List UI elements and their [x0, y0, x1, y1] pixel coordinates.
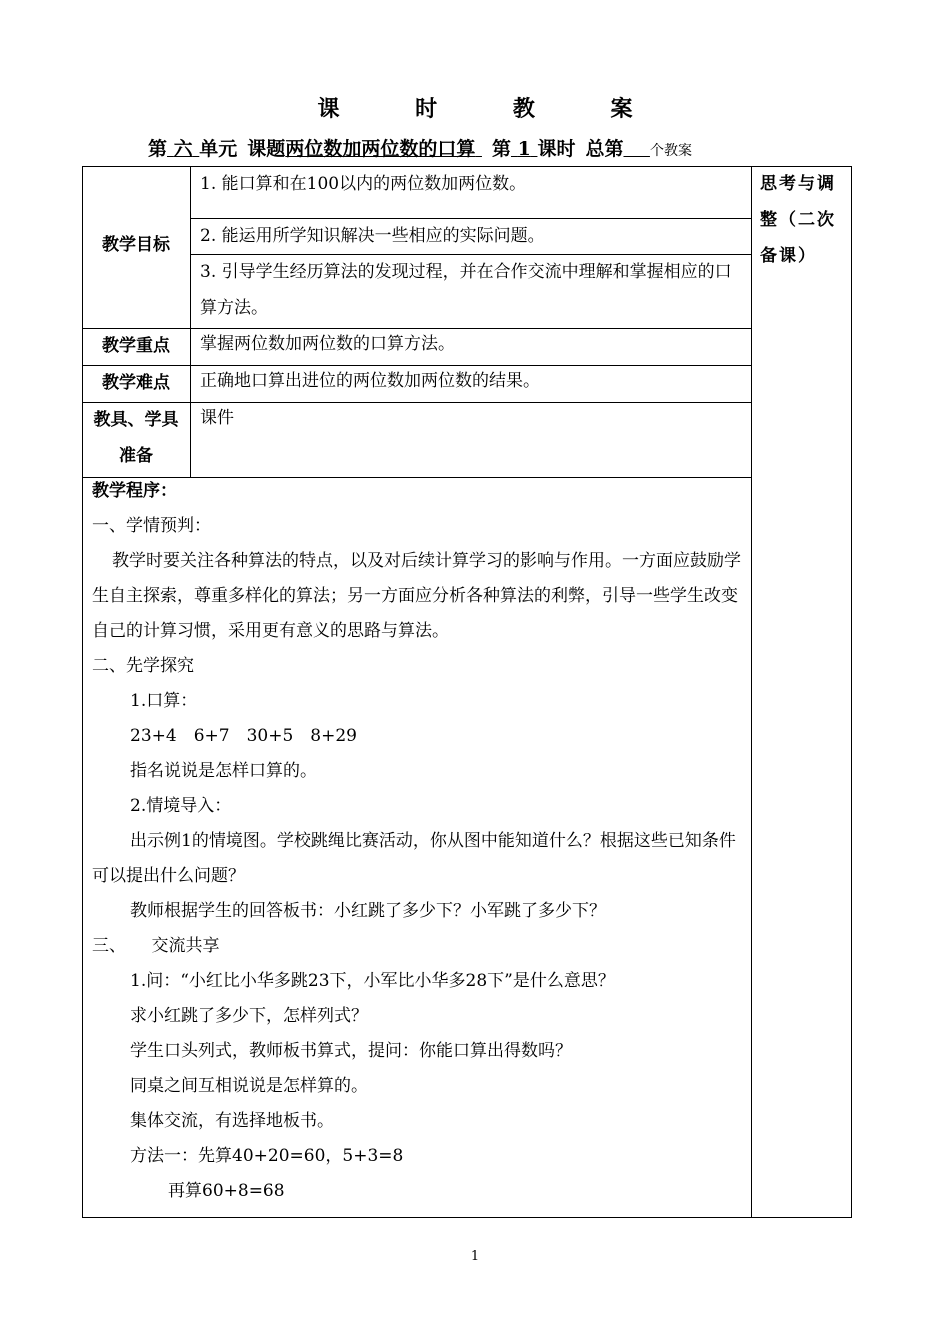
- procedure-line: 出示例1的情境图。学校跳绳比赛活动，你从图中能知道什么？根据这些已知条件可以提出什么问题？: [92, 831, 736, 886]
- topic-label: 课题: [247, 138, 286, 160]
- difficulty-text: 正确地口算出进位的两位数加两位数的结果。: [200, 371, 540, 391]
- procedure-line: 方法一：先算40+20=60，5+3=8: [130, 1146, 404, 1166]
- lesson-number: 1: [517, 138, 531, 160]
- tools-label-line1: 教具、学具: [93, 410, 179, 430]
- procedure-line: 二、先学探究: [92, 656, 194, 676]
- procedure-line: 23+4 6+7 30+5 8+29: [130, 726, 357, 746]
- total-blank: [623, 138, 649, 160]
- side-note: 思考与调整（二次备课）: [760, 174, 836, 266]
- unit-number: 六: [173, 138, 193, 160]
- total-suffix: 个教案: [649, 143, 692, 159]
- tools-label-line2: 准备: [119, 446, 153, 466]
- procedure-line: 教师根据学生的回答板书：小红跳了多少下？小军跳了多少下？: [130, 901, 606, 921]
- procedure-heading: 教学程序：: [92, 481, 177, 501]
- procedure-line: 2.情境导入：: [130, 796, 232, 816]
- procedure-line: 求小红跳了多少下，怎样列式？: [130, 1006, 368, 1026]
- goals-label: 教学目标: [102, 235, 170, 255]
- label-column-divider: [190, 166, 191, 477]
- total-prefix: 总第: [585, 138, 624, 160]
- procedure-line: 再算60+8=68: [168, 1181, 285, 1201]
- key-point-label: 教学重点: [102, 336, 170, 356]
- goal-2: 2. 能运用所学知识解决一些相应的实际问题。: [200, 226, 545, 246]
- goal-1: 1. 能口算和在100以内的两位数加两位数。: [200, 174, 527, 194]
- lesson-header: [148, 134, 692, 161]
- page-number: 1: [470, 1249, 480, 1264]
- procedure-line: 同桌之间互相说说是怎样算的。: [130, 1076, 368, 1096]
- side-column-divider: [751, 166, 752, 1218]
- procedure-line: 1.问：“小红比小华多跳23下，小军比小华多28下”是什么意思？: [130, 971, 615, 991]
- goal-3: 3. 引导学生经历算法的发现过程，并在合作交流中理解和掌握相应的口算方法。: [200, 262, 732, 318]
- lesson-suffix: 课时: [537, 138, 576, 160]
- procedure-line: 指名说说是怎样口算的。: [130, 761, 317, 781]
- procedure-line: 一、学情预判：: [92, 516, 211, 536]
- tools-text: 课件: [200, 408, 234, 428]
- procedure-line: 三、 交流共享: [92, 936, 220, 956]
- procedure-line: 1.口算：: [130, 691, 198, 711]
- unit-prefix: 第: [148, 138, 168, 160]
- procedure-line: 教学时要关注各种算法的特点，以及对后续计算学习的影响与作用。一方面应鼓励学生自主探索，尊重多样化的算法；另一方面应分析各种算法的利弊，引导一些学生改变自己的计算习惯，采用更有意义的思路与算法。: [92, 551, 741, 641]
- key-point-text: 掌握两位数加两位数的口算方法。: [200, 334, 455, 354]
- procedure-line: 学生口头列式，教师板书算式，提问：你能口算出得数吗？: [130, 1041, 572, 1061]
- lesson-prefix: 第: [491, 138, 511, 160]
- procedure-line: 集体交流，有选择地板书。: [130, 1111, 334, 1131]
- difficulty-label: 教学难点: [102, 373, 170, 393]
- topic-title: 两位数加两位数的口算: [285, 138, 476, 160]
- unit-suffix: 单元: [199, 138, 238, 160]
- procedure-section: [92, 474, 744, 1209]
- page-title: 课 时 教 案: [317, 96, 667, 122]
